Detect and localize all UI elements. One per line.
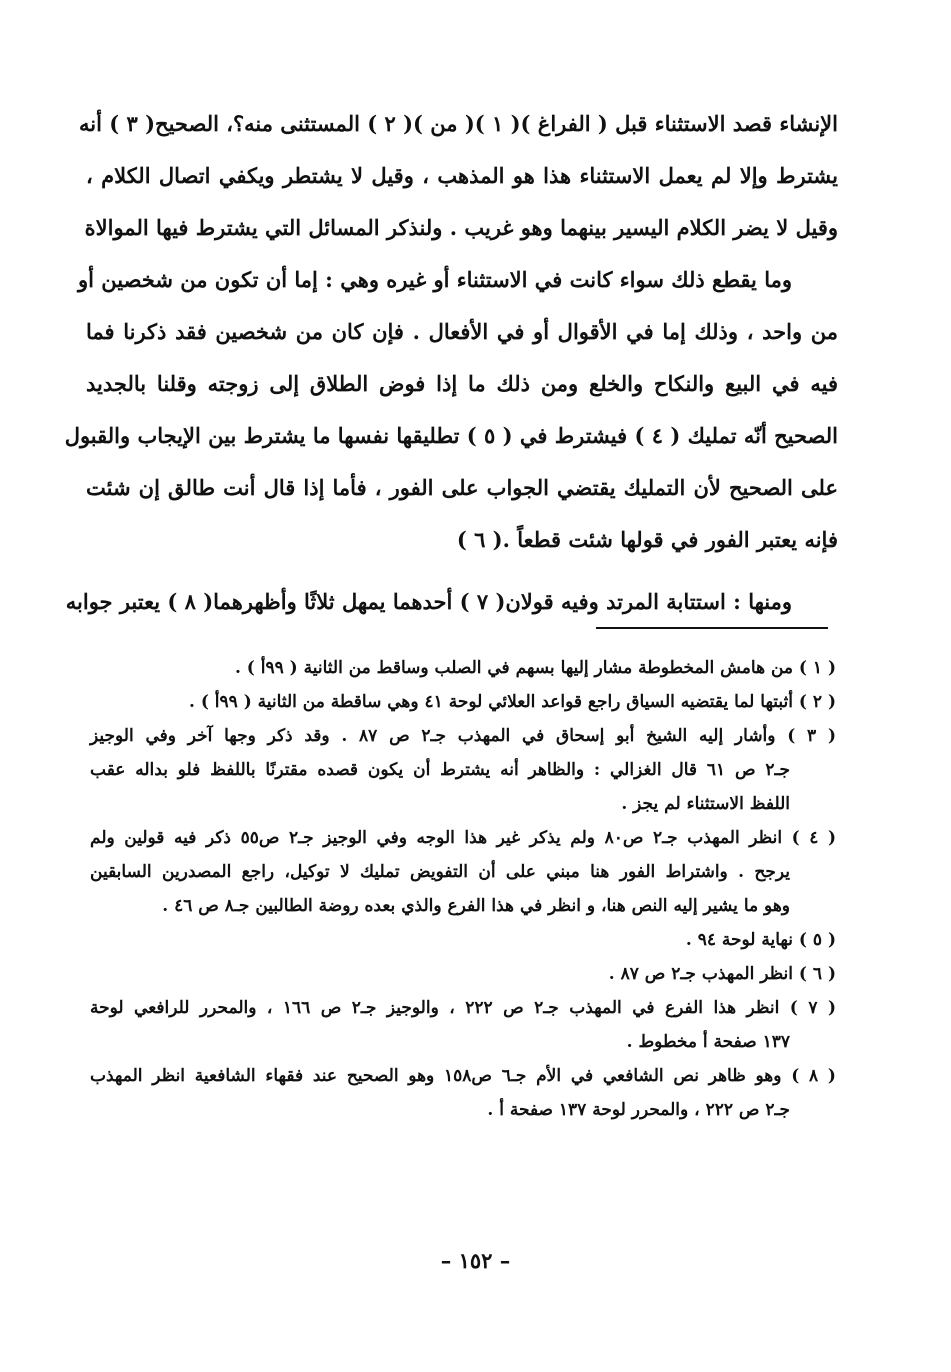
footnote-line: ( ٦ ) انظر المهذب جـ٢ ص ٨٧ . bbox=[608, 964, 836, 984]
footnote-line: اللفظ الاستثناء لم يجز . bbox=[621, 794, 790, 814]
footnote-line: ( ٢ ) أثبتها لما يقتضيه السياق راجع قواعد العلائي لوحة ٤١ وهي ساقطة من الثانية ( ٩٩أ ) . bbox=[188, 692, 836, 712]
footnote-line: وهو ما يشير إليه النص هنا، و انظر في هذا الفرع والذي بعده روضة الطالبين جـ٨ ص ٤٦ . bbox=[162, 896, 790, 916]
footnote-line: ( ٤ ) انظر المهذب جـ٢ ص٨٠ ولم يذكر غير هذا الوجه وفي الوجيز جـ٢ ص٥٥ ذكر فيه قولين ولم bbox=[90, 828, 836, 848]
footnote-line: ( ٥ ) نهاية لوحة ٩٤ . bbox=[685, 930, 836, 950]
main-text-line: وقيل لا يضر الكلام اليسير بينهما وهو غريب . ولنذكر المسائل التي يشترط فيها الموالاة bbox=[84, 215, 838, 240]
footnote-line: جـ٢ ص ٦١ قال الغزالي : والظاهر أنه يشترط أن يكون قصده مقترنًا باللفظ فلو بداله عقب bbox=[90, 760, 790, 780]
main-text-line: وما يقطع ذلك سواء كانت في الاستثناء أو غيره وهي : إما أن تكون من شخصين أو bbox=[77, 267, 792, 292]
main-text-line: الصحيح أنّه تمليك ( ٤ ) فيشترط في ( ٥ ) تطليقها نفسها ما يشترط بين الإيجاب والقبول bbox=[64, 423, 838, 448]
main-text-line: من واحد ، وذلك إما في الأقوال أو في الأفعال . فإن كان من شخصين فقد ذكرنا فما bbox=[86, 319, 838, 344]
main-text-line: يشترط وإلا لم يعمل الاستثناء هذا هو المذهب ، وقيل لا يشتطر ويكفي اتصال الكلام ، bbox=[86, 163, 838, 188]
footnote-separator bbox=[596, 627, 828, 629]
footnote-line: ١٣٧ صفحة أ مخطوط . bbox=[626, 1032, 790, 1052]
footnote-line: ( ٧ ) انظر هذا الفرع في المهذب جـ٢ ص ٢٢٢ ، والوجيز جـ٢ ص ١٦٦ ، والمحرر للرافعي لوحة bbox=[90, 998, 836, 1018]
main-text-line: فإنه يعتبر الفور في قولها شئت قطعاً .( ٦ ) bbox=[456, 527, 838, 552]
page-number: – ١٥٢ – bbox=[440, 1248, 511, 1273]
main-text-line: ومنها : استتابة المرتد وفيه قولان( ٧ ) أحدهما يمهل ثلاثًا وأظهرهما( ٨ ) يعتبر جوابه bbox=[65, 589, 792, 614]
main-text-line: على الصحيح لأن التمليك يقتضي الجواب على الفور ، فأما إذا قال أنت طالق إن شئت bbox=[86, 475, 838, 500]
footnote-line: جـ٢ ص ٢٢٢ ، والمحرر لوحة ١٣٧ صفحة أ . bbox=[487, 1100, 790, 1120]
main-text-line: فيه في البيع والنكاح والخلع ومن ذلك ما إذا فوض الطلاق إلى زوجته وقلنا بالجديد bbox=[86, 371, 838, 396]
main-text-body bbox=[64, 98, 838, 628]
footnote-line: يرجح . واشتراط الفور هنا مبني على أن التفويض تمليك لا توكيل، راجع المصدرين السابقين bbox=[90, 862, 790, 882]
footnote-line: ( ٨ ) وهو ظاهر نص الشافعي في الأم جـ٦ ص١٥٨ وهو الصحيح عند فقهاء الشافعية انظر المهذب bbox=[90, 1066, 836, 1086]
footnotes bbox=[90, 651, 836, 1127]
footnote-line: ( ٣ ) وأشار إليه الشيخ أبو إسحاق في المهذب جـ٢ ص ٨٧ . وقد ذكر وجها آخر وفي الوجيز bbox=[90, 726, 836, 746]
main-text-line: الإنشاء قصد الاستثناء قبل ( الفراغ )( ١ )( من )( ٢ ) المستثنى منه؟، الصحيح( ٣ ) أنه bbox=[79, 111, 838, 136]
footnote-line: ( ١ ) من هامش المخطوطة مشار إليها بسهم في الصلب وساقط من الثانية ( ٩٩أ ) . bbox=[234, 658, 836, 678]
